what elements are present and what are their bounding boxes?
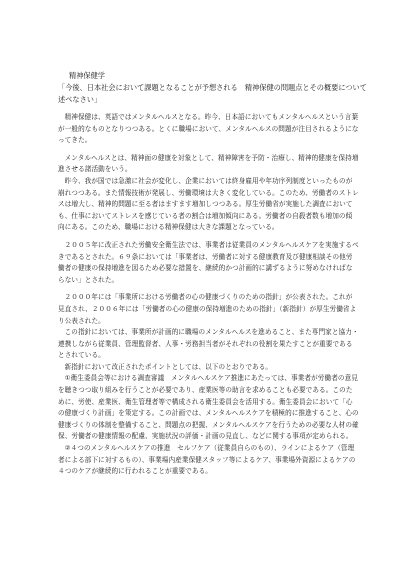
essay-body — [58, 112, 359, 478]
paragraph: ２０００年には「事業所における労働者の心の健康づくりのための指針」が公表された。これが見直され、２００６年には「労働者の心の健康の保持増進のための指針」（新指針）が厚生労働省より公表された。 — [58, 293, 357, 325]
paragraph: 新指針において改正されたポイントとしては、以下のとおりである。 — [64, 362, 273, 371]
paragraph: 昨今、我が国では急激に社会が変化し、企業においては終身雇用や年功序列制度といったものが崩れつつある。また情報技術が発展し、労働環境は大きく変化している。このため、労働者のストレスは増大し、精神的問題に至る者はますます増加しつつある。厚生労働省が実施した調査においても、仕事においてストレスを感じている者の割合は増加傾向にある。労働者の自殺者数も増加の傾向にある。このため、職場における精神保健は大きな課題となっている。 — [58, 176, 359, 232]
paragraph: この指針においては、事業所が計画的に職場のメンタルヘルスを進めること、また専門家と協力・連携しながら従業員、管理監督者、人事・労務担当者がそれぞれの役割を果たすことが重要であるとされている。 — [58, 328, 359, 360]
paragraph: メンタルヘルスとは、精神面の健康を対象として、精神障害を予防・治療し、精神的健康を保持増進させる諸活動をいう。 — [58, 153, 359, 174]
paragraph: ②４つのメンタルヘルスケアの推進 セルフケア（従業員自らのもの）、ラインによるケア（管理者による部下に対するもの）、事業場内産業保健スタッフ等によるケア、事業場外資源によるケアの４つのケアが継続的に行われることが重要である。 — [58, 444, 356, 476]
paragraph: ２００５年に改正された労働安全衛生法では、事業者は従業員のメンタルヘルスケアを実施するべきであるとされた。６９条においては「事業者は、労働者に対する健康教育及び健康相談その他労働者の健康の保持増進を図るため必要な措置を、継続的かつ計画的に講ずるように努めなければならない」とされた。 — [58, 240, 359, 284]
paragraph: 精神保健は、英語ではメンタルヘルスとなる。昨今、日本語においてもメンタルヘルスという言葉が一般的なものとなりつつある。とくに職場において、メンタルヘルスの問題が注目されるようになってきた。 — [58, 113, 359, 145]
paragraph: ①衛生委員会等における調査審議 メンタルヘルスケア推進にあたっては、事業者が労働者の意見を聴きつつ取り組みを行うことが必要であり、産業医等の助言を求めることも必要である。このために、労使、産業医、衛生管理者等で構成される衛生委員会を活用する。衛生委員会において「心の健康づくり計画」を策定する。この計画では、メンタルヘルスケアを積極的に推進すること、心の健康づくりの体制を整備すること、問題点の把握、メンタルヘルスケアを行うための必要な人材の確保、労働者の健康情報の配慮、実施状況の評価・計画の見直し、などに関する事項が定められる。 — [58, 374, 359, 441]
document-title: 精神保健学 — [69, 71, 105, 80]
essay-prompt: 「今後、日本社会において課題となることが予想される 精神保健の問題点とその概要について述べなさい」 — [58, 83, 367, 104]
